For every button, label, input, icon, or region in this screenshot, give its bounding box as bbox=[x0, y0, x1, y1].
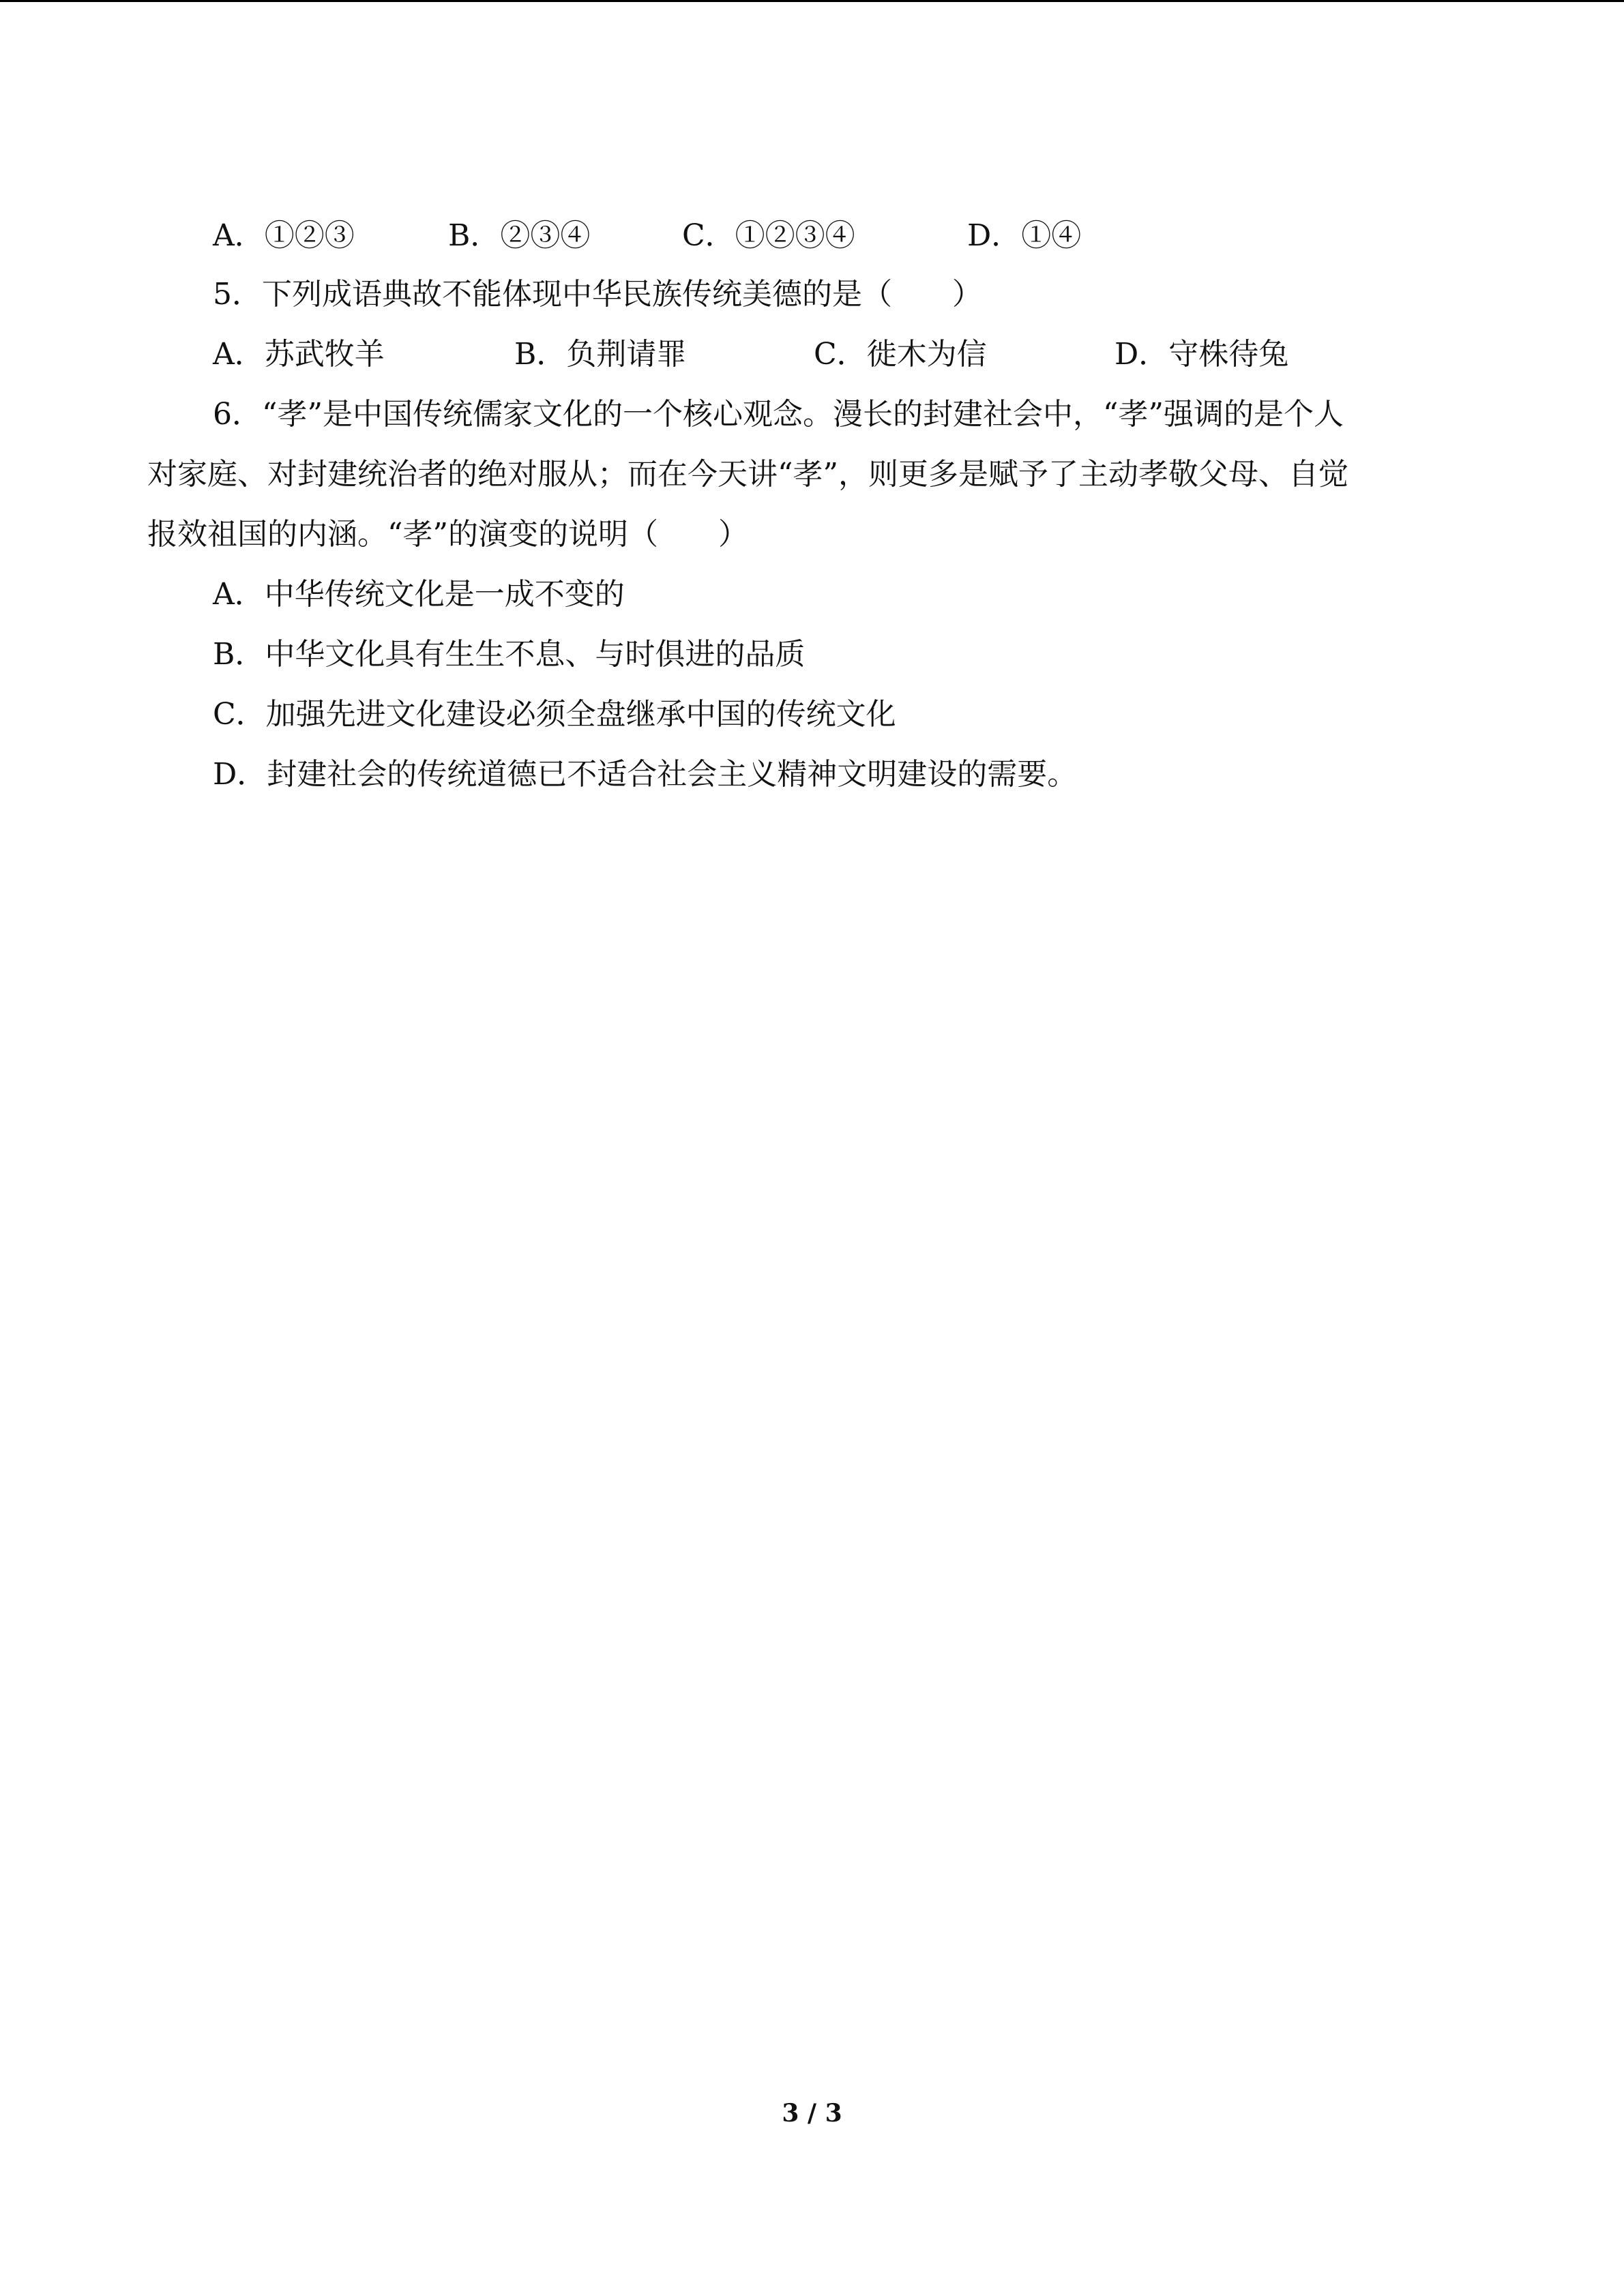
q6-stem-line-2: 对家庭、对封建统治者的绝对服从；而在今天讲“孝”，则更多是赋予了主动孝敬父母、自觉 bbox=[147, 457, 1348, 492]
q4-option-d: D．①④ bbox=[967, 218, 1082, 253]
q6-option-a: A．中华传统文化是一成不变的 bbox=[213, 577, 625, 612]
q5-option-c: C．徙木为信 bbox=[814, 337, 987, 372]
q6-option-b: B．中华文化具有生生不息、与时俱进的品质 bbox=[213, 637, 806, 672]
q4-option-b: B．②③④ bbox=[448, 218, 591, 253]
q6-option-d: D．封建社会的传统道德已不适合社会主义精神文明建设的需要。 bbox=[213, 757, 1078, 792]
page-number: 3 / 3 bbox=[782, 2099, 842, 2128]
q6-stem-line-3: 报效祖国的内涵。“孝”的演变的说明（ ） bbox=[147, 517, 748, 552]
q5-option-d: D．守株待兔 bbox=[1114, 337, 1289, 372]
q5-option-a: A．苏武牧羊 bbox=[213, 337, 385, 372]
q6-stem-line-1: 6．“孝”是中国传统儒家文化的一个核心观念。漫长的封建社会中，“孝”强调的是个人 bbox=[213, 397, 1344, 432]
q6-option-c: C．加强先进文化建设必须全盘继承中国的传统文化 bbox=[213, 697, 896, 732]
q4-option-a: A．①②③ bbox=[213, 218, 355, 253]
q5-stem: 5．下列成语典故不能体现中华民族传统美德的是（ ） bbox=[213, 277, 982, 312]
page-top-border bbox=[0, 0, 1624, 2]
q4-option-c: C．①②③④ bbox=[682, 218, 855, 253]
q5-option-b: B．负荆请罪 bbox=[514, 337, 687, 372]
